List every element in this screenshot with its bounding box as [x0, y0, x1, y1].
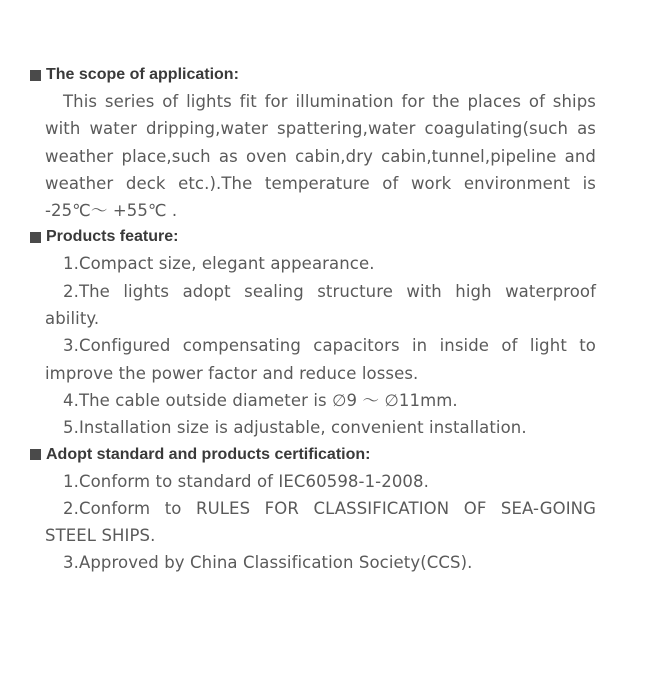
feature-item: 3.Configured compensating capacitors in inside of light to improve the power factor and reduce losses. — [45, 336, 596, 383]
section-heading — [30, 62, 596, 88]
section-products-feature — [30, 224, 596, 441]
square-bullet-icon — [30, 232, 41, 243]
section-standard-certification — [30, 442, 596, 577]
scope-paragraph: This series of lights fit for illumination for the places of ships with water dripping,water spattering,water coagulating(such as weather place,such as oven cabin,dry cabin,tunnel,pipeline and weather deck etc.).The temperature of work environment is -25℃～ +55℃ . — [45, 92, 596, 221]
section-heading — [30, 224, 596, 250]
section-heading-text: The scope of application: — [46, 66, 239, 83]
feature-item: 1.Compact size, elegant appearance. — [63, 254, 375, 274]
section-heading-text: Products feature: — [46, 228, 179, 246]
square-bullet-icon — [30, 70, 41, 81]
feature-item: 4.The cable outside diameter is ∅9 ～ ∅11mm. — [63, 390, 458, 410]
feature-item: 5.Installation size is adjustable, convenient installation. — [63, 418, 527, 438]
spec-document — [30, 62, 596, 577]
certification-item: 2.Conform to RULES FOR CLASSIFICATION OF SEA-GOING STEEL SHIPS. — [45, 498, 596, 546]
certification-item: 3.Approved by China Classification Society(CCS). — [63, 553, 473, 573]
feature-item: 2.The lights adopt sealing structure with high waterproof ability. — [45, 281, 596, 329]
section-heading — [30, 442, 596, 468]
square-bullet-icon — [30, 449, 41, 460]
section-scope-of-application — [30, 62, 596, 224]
section-heading-text: Adopt standard and products certification: — [46, 445, 371, 463]
certification-item: 1.Conform to standard of IEC60598-1-2008. — [63, 471, 429, 491]
